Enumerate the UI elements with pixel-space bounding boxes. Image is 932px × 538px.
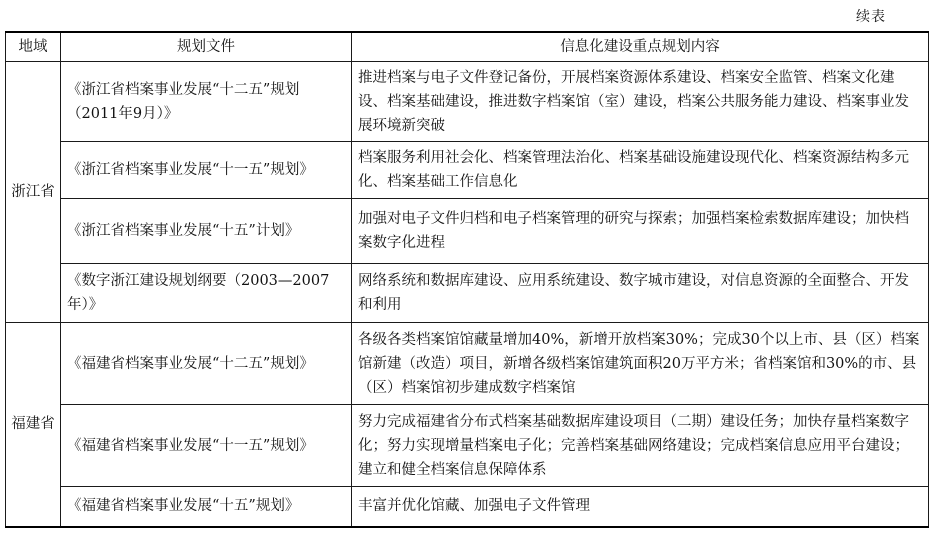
planning-table (5, 31, 929, 528)
header-content: 信息化建设重点规划内容 (352, 32, 929, 62)
plan-cell: 《数字浙江建设规划纲要（2003—2007年）》 (61, 264, 352, 323)
region-cell-fujian: 福建省 (6, 323, 61, 527)
table-row (6, 142, 929, 199)
table-row (6, 199, 929, 264)
header-plan: 规划文件 (61, 32, 352, 62)
plan-cell: 《浙江省档案事业发展“十五”计划》 (61, 199, 352, 264)
plan-cell: 《福建省档案事业发展“十五”规划》 (61, 487, 352, 527)
continued-label: 续表 (856, 9, 886, 25)
plan-cell: 《福建省档案事业发展“十一五”规划》 (61, 405, 352, 487)
table-row (6, 405, 929, 487)
header-row (6, 32, 929, 62)
content-cell: 各级各类档案馆馆藏量增加40%，新增开放档案30%；完成30个以上市、县（区）档案馆新建（改造）项目，新增各级档案馆建筑面积20万平方米；省档案馆和30%的市、县（区）档案馆初步建成数字档案馆 (352, 323, 929, 405)
table-row (6, 487, 929, 527)
header-region: 地域 (6, 32, 61, 62)
content-cell: 丰富并优化馆藏、加强电子文件管理 (352, 487, 929, 527)
plan-cell: 《浙江省档案事业发展“十二五”规划（2011年9月）》 (61, 62, 352, 142)
content-cell: 努力完成福建省分布式档案基础数据库建设项目（二期）建设任务；加快存量档案数字化；努力实现增量档案电子化；完善档案基础网络建设；完成档案信息应用平台建设；建立和健全档案信息保障体系 (352, 405, 929, 487)
plan-cell: 《浙江省档案事业发展“十一五”规划》 (61, 142, 352, 199)
content-cell: 推进档案与电子文件登记备份，开展档案资源体系建设、档案安全监管、档案文化建设、档案基础建设，推进数字档案馆（室）建设，档案公共服务能力建设、档案事业发展环境新突破 (352, 62, 929, 142)
table-row (6, 62, 929, 142)
table-row (6, 323, 929, 405)
region-cell-zhejiang: 浙江省 (6, 62, 61, 323)
content-cell: 网络系统和数据库建设、应用系统建设、数字城市建设，对信息资源的全面整合、开发和利用 (352, 264, 929, 323)
table-row (6, 264, 929, 323)
content-cell: 加强对电子文件归档和电子档案管理的研究与探索；加强档案检索数据库建设；加快档案数字化进程 (352, 199, 929, 264)
content-cell: 档案服务利用社会化、档案管理法治化、档案基础设施建设现代化、档案资源结构多元化、档案基础工作信息化 (352, 142, 929, 199)
plan-cell: 《福建省档案事业发展“十二五”规划》 (61, 323, 352, 405)
